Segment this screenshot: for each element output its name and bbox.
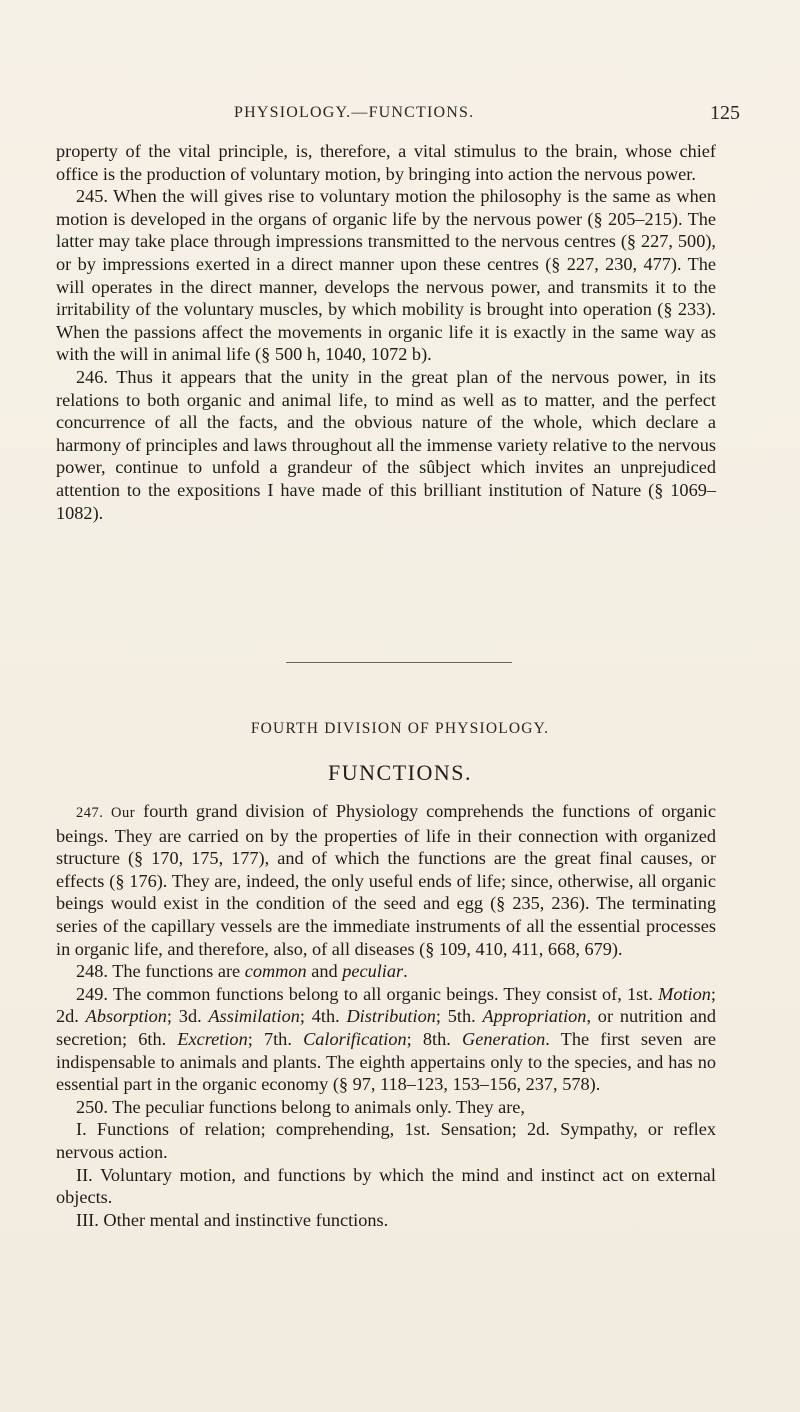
running-head: PHYSIOLOGY.—FUNCTIONS. <box>234 104 475 121</box>
p249-assimilation: Assimilation <box>208 1006 300 1027</box>
p248-text-a: 248. The functions are <box>76 961 245 982</box>
p249-text-a: 249. The common functions belong to all organic beings. They consist of, 1st. <box>76 983 659 1004</box>
p248-peculiar: peculiar <box>342 961 404 982</box>
p249-appropriation: Appropriation <box>482 1006 587 1027</box>
paragraph-250: 250. The peculiar functions belong to animals only. They are, <box>76 1096 525 1117</box>
p249-text-f: , or nutrition and secretion; 6th. <box>56 1006 716 1049</box>
p249-text-d: ; 4th. <box>299 1006 347 1027</box>
p248-text-c: . <box>403 961 408 982</box>
paragraph-247 <box>56 800 716 960</box>
p249-text-b: ; 2d. <box>56 983 716 1027</box>
paragraph-245: 245. When the will gives rise to voluntary motion the philosophy is the same as when motion is developed in the organs of organic life by the nervous power (§ 205–215). The latter may take place through impressions transmitted to the nervous centres (§ 227, 500), or by impressions exerted in a direct manner upon these centres (§ 227, 230, 477). The will operates in the direct manner, develops the nervous power, and transmits it to the irritability of the voluntary muscles, by which mobility is brought into operation (§ 233). When the passions affect the movements in organic life it is exactly in the same way as with the will in animal life (§ 500 h, 1040, 1072 b). <box>56 186 716 365</box>
p249-excretion: Excretion <box>177 1028 248 1049</box>
p249-distribution: Distribution <box>346 1006 436 1027</box>
p249-text-i: . The first seven are indispensable to animals and plants. The eighth appertains only to the species, and has no essential part in the organic economy (§ 97, 118–123, 153–156, 237, 578). <box>56 1028 716 1095</box>
p249-text-g: ; 7th. <box>247 1028 304 1049</box>
p249-calorification: Calorification <box>303 1028 407 1049</box>
text-block-lower <box>56 800 716 1231</box>
division-heading: FOURTH DIVISION OF PHYSIOLOGY. <box>250 720 550 737</box>
p249-text-h: ; 8th. <box>406 1028 463 1049</box>
p248-text-b: and <box>306 961 343 982</box>
paragraph-249 <box>56 983 716 1096</box>
list-item-III: III. Other mental and instinctive functions. <box>76 1209 389 1230</box>
paragraph-246: 246. Thus it appears that the unity in the great plan of the nervous power, in its relations to both organic and animal life, to mind as well as to matter, and the perfect concurrence of all the facts, and the obvious nature of the whole, which declare a harmony of principles and laws throughout all the immense variety relative to the nervous power, continue to unfold a grandeur of the sûbject which invites an unprejudiced attention to the expositions I have made of this brilliant institution of Nature (§ 1069–1082). <box>56 366 716 523</box>
paragraph-247-body: fourth grand division of Physiology comprehends the functions of organic beings. They are carried on by the properties of life in their connection with organized structure (§ 170, 175, 177), and of which the functions are the great final causes, or effects (§ 176). They are, indeed, the only useful ends of life; since, otherwise, all organic beings would exist in the condition of the seed and egg (§ 235, 236). The terminating series of the capillary vessels are the immediate instruments of all the essential processes in organic life, and therefore, also, of all diseases (§ 109, 410, 411, 668, 679). <box>56 801 716 959</box>
p249-motion: Motion <box>658 983 711 1004</box>
p249-text-e: ; 5th. <box>435 1006 483 1027</box>
p249-generation: Generation <box>462 1028 546 1049</box>
p249-absorption: Absorption <box>85 1006 167 1027</box>
page-number: 125 <box>710 102 740 124</box>
p248-common: common <box>244 961 307 982</box>
paragraph-247-lead: 247. Our <box>76 805 136 821</box>
section-title: FUNCTIONS. <box>328 760 472 785</box>
paragraph-248 <box>56 960 716 983</box>
list-item-II: II. Voluntary motion, and functions by which the mind and instinct act on external objects. <box>56 1164 716 1208</box>
list-item-I: I. Functions of relation; comprehending, 1st. Sensation; 2d. Sympathy, or reflex nervous action. <box>56 1119 716 1162</box>
section-divider-rule <box>286 662 512 663</box>
paragraph-continuation: property of the vital principle, is, therefore, a vital stimulus to the brain, whose chief office is the production of voluntary motion, by bringing into action the nervous power. <box>56 141 716 184</box>
p249-text-c: ; 3d. <box>166 1006 209 1027</box>
text-block-upper <box>56 140 716 524</box>
